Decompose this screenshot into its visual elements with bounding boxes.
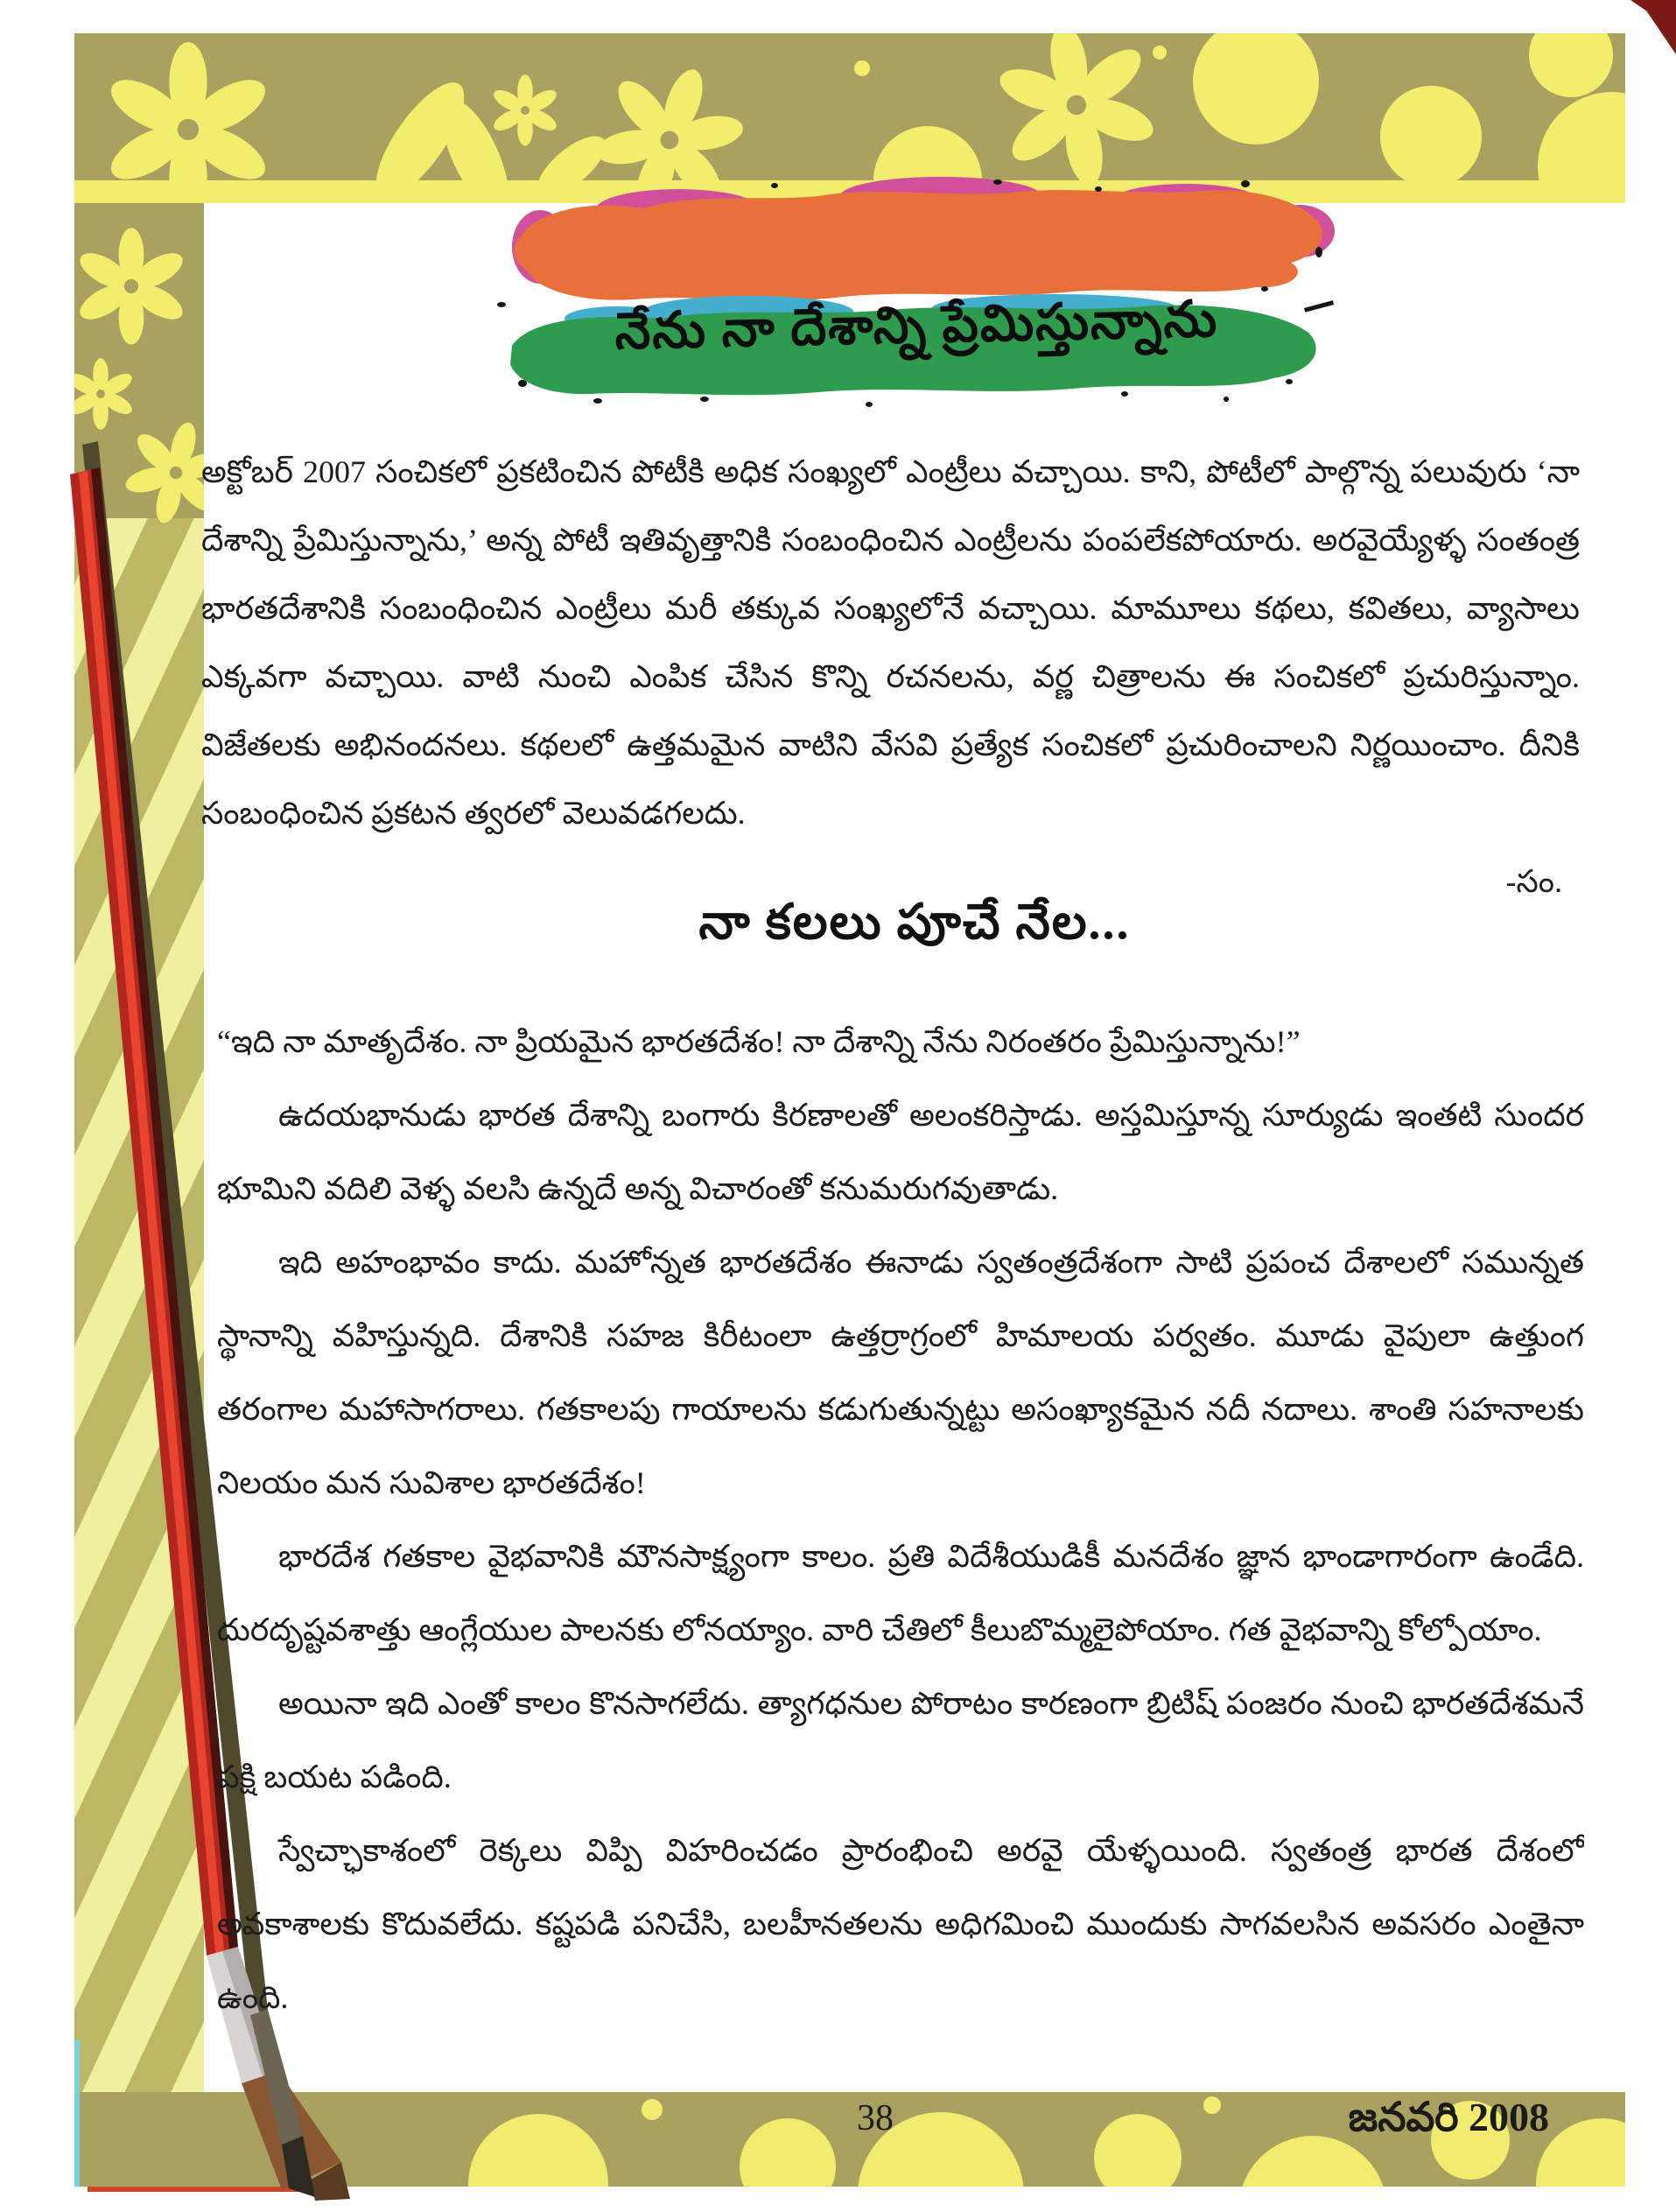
editor-signature: -సం.: [1505, 864, 1562, 899]
story-paragraph: ఇది అహంభావం కాదు. మహోన్నత భారతదేశం ఈనాడు స్వతంత్రదేశంగా సాటి ప్రపంచ దేశాలలో సమున్నత స్థానాన్ని వహిస్తున్నది. దేశానికి సహజ కిరీటంలా ఉత్తర్రాగ్రంలో హిమాలయ పర్వతం. మూడు వైపులా ఉత్తుంగ తరంగాల మహాసాగరాలు. గతకాలపు గాయాలను కడుగుతున్నట్టు అసంఖ్యాకమైన నదీ నదాలు. శాంతి సహనాలకు నిలయం మన సువిశాల భారతదేశం!: [217, 1245, 1584, 1500]
story-paragraph: భారదేశ గతకాల వైభవానికి మౌనసాక్ష్యంగా కాలం. ప్రతి విదేశీయుడికీ మనదేశం జ్ఞాన భాండాగారంగా ఉండేది. దురదృష్టవశాత్తు ఆంగ్లేయుల పాలనకు లోనయ్యాం. వారి చేతిలో కీలుబొమ్మలైపోయాం. గత వైభవాన్ని కోల్పోయాం.: [217, 1539, 1584, 1647]
page-number: 38: [857, 2098, 894, 2138]
article-title: నేను నా దేశాన్ని ప్రేమిస్తున్నాను: [614, 290, 1219, 361]
story-paragraph: ఉదయభానుడు భారత దేశాన్ని బంగారు కిరణాలతో అలంకరిస్తాడు. అస్తమిస్తూన్న సూర్యుడు ఇంతటి సుందర భూమిని వదిలి వెళ్ళ వలసి ఉన్నదే అన్న విచారంతో కనుమరుగవుతాడు.: [217, 1098, 1584, 1206]
story-quote: “ఇది నా మాతృదేశం. నా ప్రియమైన భారతదేశం! నా దేశాన్ని నేను నిరంతరం ప్రేమిస్తున్నాను!”: [217, 1024, 1301, 1059]
issue-date: జనవరి 2008: [1348, 2095, 1549, 2139]
story-body: [217, 1005, 1584, 2077]
flower-pattern-top: [74, 33, 1625, 180]
editorial-note: [201, 438, 1580, 915]
corner-decoration: [1630, 0, 1676, 54]
title-banner: [486, 175, 1348, 411]
story-paragraph: అయినా ఇది ఎంతో కాలం కొనసాగలేదు. త్యాగధనుల పోరాటం కారణంగా బ్రిటిష్ పంజరం నుంచి భారతదేశమనే పక్షి బయట పడింది.: [217, 1686, 1584, 1794]
story-heading: నా కలలు పూచే నేల...: [698, 895, 1131, 950]
editorial-paragraph: అక్టోబర్ 2007 సంచికలో ప్రకటించిన పోటీకి అధిక సంఖ్యలో ఎంట్రీలు వచ్చాయి. కాని, పోటీలో పాల్గొన్న పలువురు ‘నా దేశాన్ని ప్రేమిస్తున్నాను,’ అన్న పోటీ ఇతివృత్తానికి సంబంధించిన ఎంట్రీలను పంపలేకపోయారు. అరవైయ్యేళ్ళ సంతంత్ర భారతదేశానికి సంబంధించిన ఎంట్రీలు మరీ తక్కువ సంఖ్యలోనే వచ్చాయి. మామూలు కథలు, కవితలు, వ్యాసాలు ఎక్కవగా వచ్చాయి. వాటి నుంచి ఎంపిక చేసిన కొన్ని రచనలను, వర్ణ చిత్రాలను ఈ సంచికలో ప్రచురిస్తున్నాం. విజేతలకు అభినందనలు. కథలలో ఉత్తమమైన వాటిని వేసవి ప్రత్యేక సంచికలో ప్రచురించాలని నిర్ణయించాం. దీనికి సంబంధించిన ప్రకటన త్వరలో వెలువడగలదు.: [201, 454, 1580, 831]
border-top: [74, 33, 1625, 180]
story-paragraph: స్వేచ్ఛాకాశంలో రెక్కలు విప్పి విహరించడం ప్రారంభించి అరవై యేళ్ళయింది. స్వతంత్ర భారత దేశంలో అవకాశాలకు కొదువలేదు. కష్టపడి పనిచేసి, బలహీనతలను అధిగమించి ముందుకు సాగవలసిన అవసరం ఎంతైనా ఉంది.: [217, 1833, 1584, 2015]
